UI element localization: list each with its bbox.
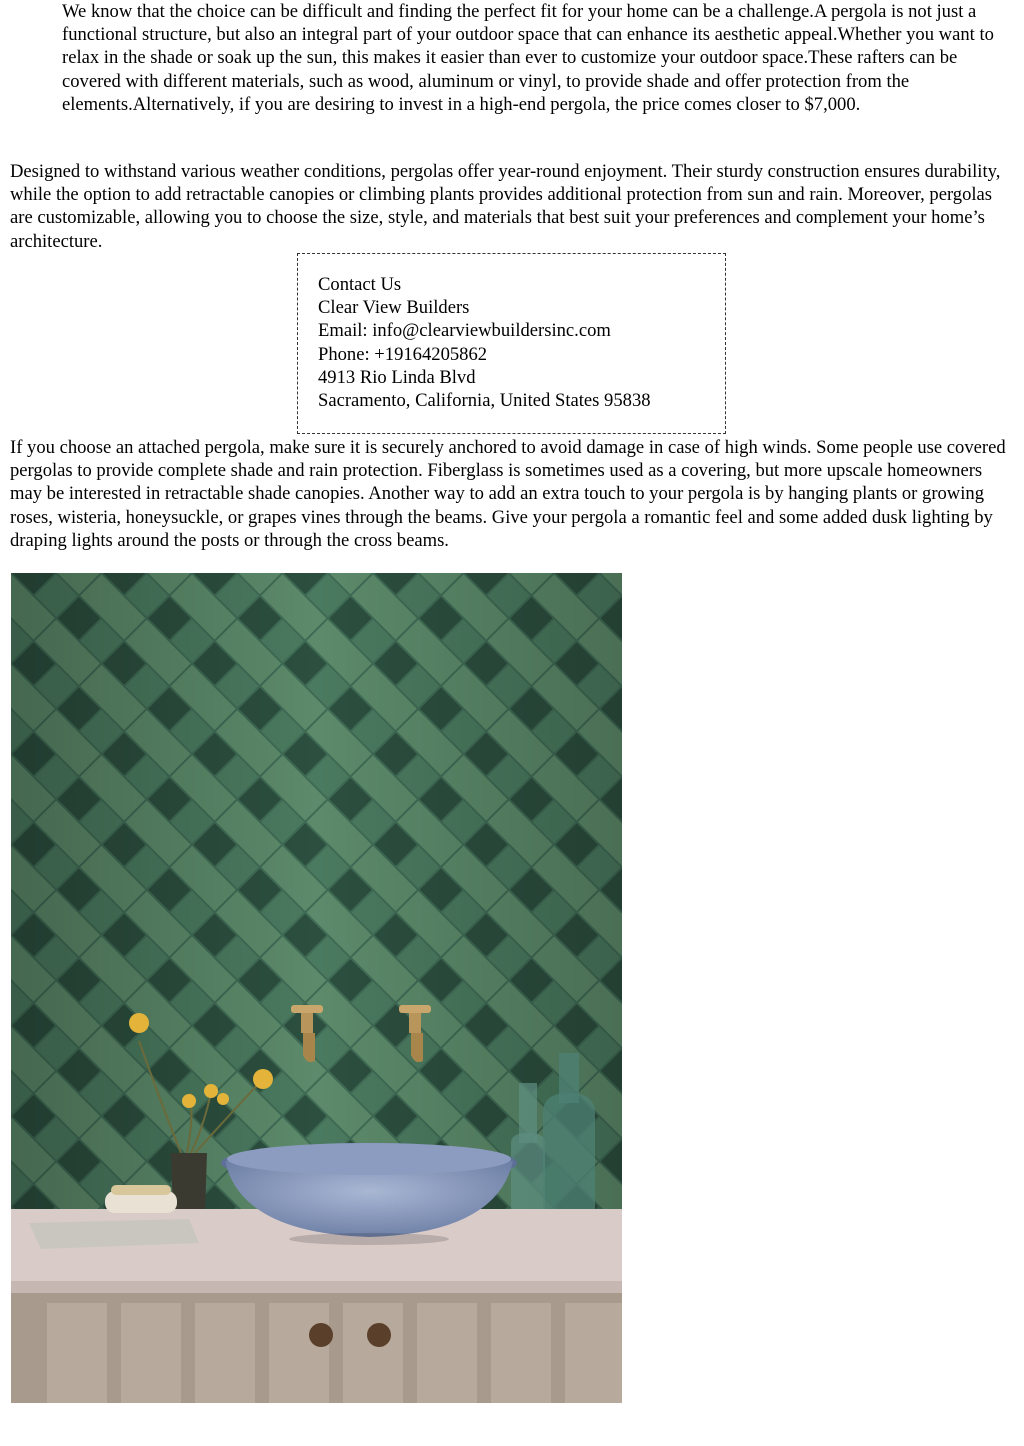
body-paragraph-attached-pergola: If you choose an attached pergola, make sure it is securely anchored to avoid damage in case of high winds. Some people use covered pergolas to provide complete shade and rain protection. Fiberglass is sometimes used as a covering, but more upscale homeowners may be interested in retractable shade canopies. Another way to add an extra touch to your pergola is by hanging plants or growing roses, wisteria, honeysuckle, or grapes vines through the beams. Give your pergola a romantic feel and some added dusk lighting by draping lights around the posts or through the cross beams. [10,437,1006,551]
contact-heading: Contact Us [318,274,402,295]
contact-street: 4913 Rio Linda Blvd [318,366,476,388]
counter-edge [11,1281,622,1293]
contact-box [297,253,726,434]
contact-company: Clear View Builders [318,297,470,319]
bathroom-photo [11,573,622,1403]
body-paragraph-weather: Designed to withstand various weather conditions, pergolas offer year-round enjoyment. Their sturdy construction ensures durability, while the option to add retractable canopies or climbing plants provides additional protection from sun and rain. Moreover, pergolas are customizable, allowing you to choose the size, style, and materials that best suit your preferences and complement your home’s architecture. [10,161,1001,252]
intro-quote: We know that the choice can be difficult and finding the perfect fit for your home can be a challenge.A pergola is not just a functional structure, but also an integral part of your outdoor space that can enhance its aesthetic appeal.Whether you want to relax in the shade or soak up the sun, this makes it easier than ever to customize your outdoor space.These rafters can be covered with different materials, such as wood, aluminum or vinyl, to provide shade and offer protection from the elements.Alternatively, if you are desiring to invest in a high-end pergola, the price comes closer to $7,000. [62,1,994,115]
bathroom-photo-illustration [11,573,622,1403]
cabinet [11,1293,622,1403]
contact-email[interactable]: Email: info@clearviewbuildersinc.com [318,320,611,342]
contact-phone[interactable]: Phone: +19164205862 [318,343,488,365]
contact-city: Sacramento, California, United States 95838 [318,390,651,412]
